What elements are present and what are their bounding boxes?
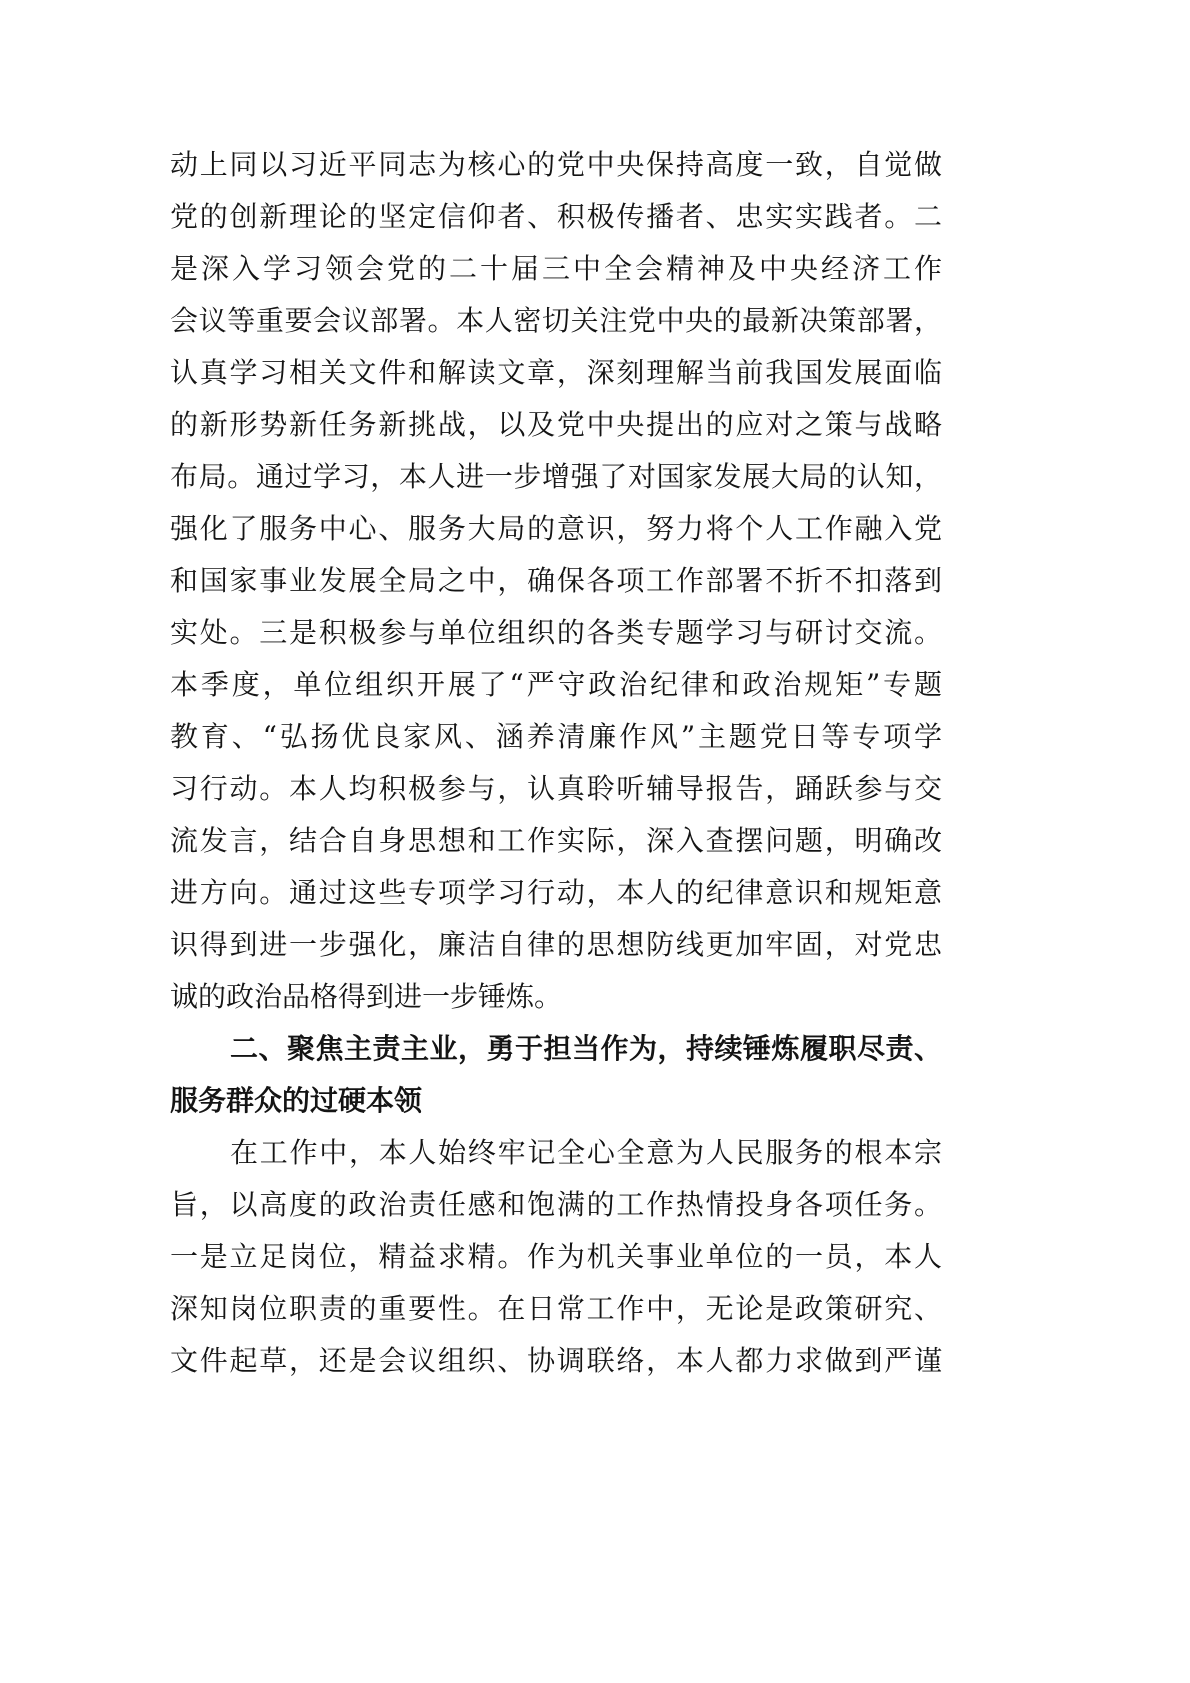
body-paragraph [170, 1127, 942, 1387]
text-line: 布局。通过学习，本人进一步增强了对国家发展大局的认知， [170, 460, 942, 493]
text-line: 深知岗位职责的重要性。在日常工作中，无论是政策研究、 [170, 1292, 942, 1325]
text-line: 进方向。通过这些专项学习行动，本人的纪律意识和规矩意 [170, 876, 942, 909]
text-line: 动上同以习近平同志为核心的党中央保持高度一致，自觉做 [170, 148, 942, 181]
heading-line: 服务群众的过硬本领 [170, 1084, 423, 1117]
text-line: 习行动。本人均积极参与，认真聆听辅导报告，踊跃参与交 [170, 772, 942, 805]
text-line: 文件起草，还是会议组织、协调联络，本人都力求做到严谨 [170, 1344, 942, 1377]
text-line: 教育、“弘扬优良家风、涵养清廉作风”主题党日等专项学 [170, 720, 942, 753]
text-line: 在工作中，本人始终牢记全心全意为人民服务的根本宗 [230, 1136, 942, 1169]
text-line: 旨，以高度的政治责任感和饱满的工作热情投身各项任务。 [170, 1188, 942, 1221]
text-line: 认真学习相关文件和解读文章，深刻理解当前我国发展面临 [170, 356, 942, 389]
page-content [170, 139, 942, 1387]
heading-line: 二、聚焦主责主业，勇于担当作为，持续锤炼履职尽责、 [230, 1032, 942, 1065]
text-line: 的新形势新任务新挑战，以及党中央提出的应对之策与战略 [170, 408, 942, 441]
text-line: 诚的政治品格得到进一步锤炼。 [170, 980, 563, 1013]
text-line: 会议等重要会议部署。本人密切关注党中央的最新决策部署， [170, 304, 942, 337]
section-heading [170, 1023, 942, 1127]
text-line: 识得到进一步强化，廉洁自律的思想防线更加牢固，对党忠 [170, 928, 942, 961]
text-line: 实处。三是积极参与单位组织的各类专题学习与研讨交流。 [170, 616, 942, 649]
text-line: 本季度，单位组织开展了“严守政治纪律和政治规矩”专题 [170, 668, 942, 701]
text-line: 和国家事业发展全局之中，确保各项工作部署不折不扣落到 [170, 564, 942, 597]
text-line: 是深入学习领会党的二十届三中全会精神及中央经济工作 [170, 252, 942, 285]
text-line: 强化了服务中心、服务大局的意识，努力将个人工作融入党 [170, 512, 942, 545]
text-line: 一是立足岗位，精益求精。作为机关事业单位的一员，本人 [170, 1240, 942, 1273]
text-line: 流发言，结合自身思想和工作实际，深入查摆问题，明确改 [170, 824, 942, 857]
body-paragraph [170, 139, 942, 1023]
text-line: 党的创新理论的坚定信仰者、积极传播者、忠实实践者。二 [170, 200, 942, 233]
